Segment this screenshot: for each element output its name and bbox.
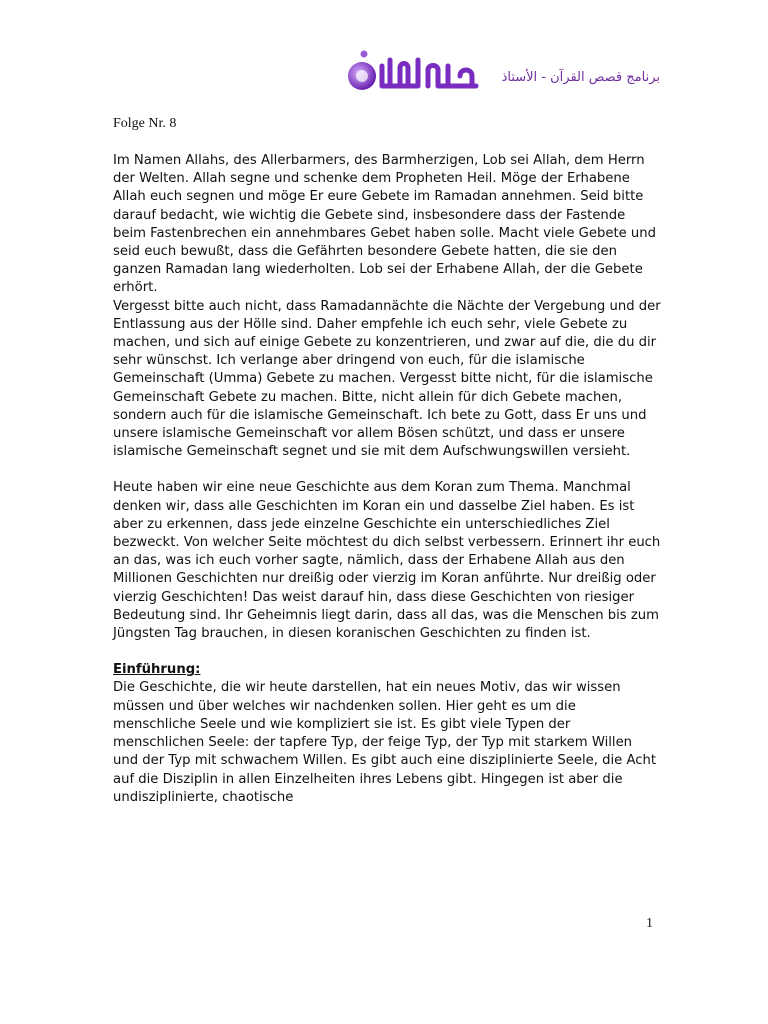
document-header	[340, 42, 660, 98]
paragraph-koran-stories: Heute haben wir eine neue Geschichte aus dem Koran zum Thema. Manchmal denken wir, dass alle Geschichten im Koran ein und dasselbe Ziel haben. Es ist aber zu erkennen, dass jede einzelne Geschichte ein unterschiedliches Ziel bezweckt. Von welcher Seite möchtest du dich selbst verbessern. Erinnert ihr euch an das, was ich euch vorher sagte, nämlich, dass der Erhabene Allah aus den Millionen Geschichten nur dreißig oder vierzig im Koran anführte. Nur dreißig oder vierzig Geschichten! Das weist darauf hin, dass diese Geschichten von riesiger Bedeutung sind. Ihr Geheimnis liegt darin, dass all das, was die Menschen bis zum Jüngsten Tag brauchen, in diesen koranischen Geschichten zu finden ist.	[113, 480, 661, 642]
section-heading: Einführung:	[113, 662, 201, 678]
document-body	[113, 152, 661, 807]
paragraph-intro: Im Namen Allahs, des Allerbarmers, des Barmherzigen, Lob sei Allah, dem Herrn der Welten. Allah segne und schenke dem Propheten Heil. Möge der Erhabene Allah euch segnen und möge Er eure Gebete im Ramadan annehmen. Seid bitte darauf bedacht, wie wichtig die Gebete sind, insbesondere dass der Fastende beim Fastenbrechen ein annehmbares Gebet haben solle. Macht viele Gebete und seid euch bewußt, dass die Gefährten besondere Gebete hatten, die sie den ganzen Ramadan lang wiederholten. Lob sei der Erhabene Allah, der die Gebete erhört.	[113, 153, 657, 296]
episode-number: Folge Nr. 8	[113, 116, 177, 131]
paragraph-introduction: Die Geschichte, die wir heute darstellen, hat ein neues Motiv, das wir wissen müssen und über welches wir nachdenken sollen. Hier geht es um die menschliche Seele und wie kompliziert sie ist. Es gibt viele Typen der menschlichen Seele: der tapfere Typ, der feige Typ, der Typ mit starkem Willen und der Typ mit schwachem Willen. Es gibt auch eine disziplinierte Seele, die Acht auf die Disziplin in allen Einzelheiten ihres Lebens gibt. Hingegen ist aber die undisziplinierte, chaotische	[113, 680, 657, 805]
program-title: برنامج قصص القرآن - الأستاذ	[501, 70, 660, 85]
amr-khaled-logo-icon	[344, 46, 484, 94]
page-number: 1	[646, 916, 653, 931]
paragraph-ramadan-nights: Vergesst bitte auch nicht, dass Ramadannächte die Nächte der Vergebung und der Entlassung aus der Hölle sind. Daher empfehle ich euch sehr, viele Gebete zu machen, und sich auf einige Gebete zu konzentrieren, und zwar auf die, die du dir sehr wünschst. Ich verlange aber dringend von euch, für die islamische Gemeinschaft (Umma) Gebete zu machen. Vergesst bitte nicht, für die islamische Gemeinschaft Gebete zu machen. Bitte, nicht allein für dich Gebete machen, sondern auch für die islamische Gemeinschaft. Ich bete zu Gott, dass Er uns und unsere islamische Gemeinschaft vor allem Bösen schützt, und dass er unsere islamische Gemeinschaft segnet und sie mit dem Aufschwungswillen versieht.	[113, 298, 661, 460]
